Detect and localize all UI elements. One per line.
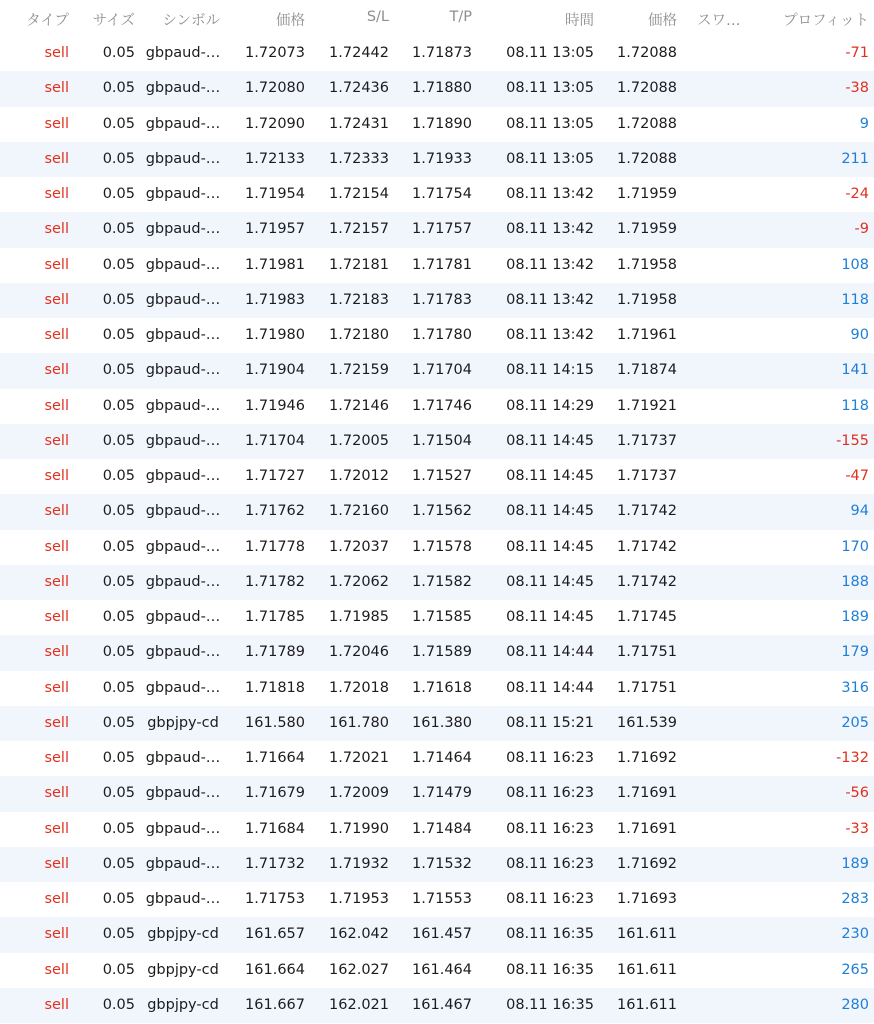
take-profit-cell: 1.71704 [412,362,472,379]
symbol-cell: gbpaud-… [145,327,221,343]
time-cell: 08.11 14:45 [506,468,594,484]
time-cell: 08.11 14:44 [506,679,594,696]
symbol-cell: gbpaud-… [145,820,221,837]
size-cell: 0.05 [102,362,135,379]
profit-cell: 283 [841,891,869,907]
time-cell: 08.11 16:23 [506,891,594,907]
current-price-cell: 1.72088 [617,80,677,97]
table-row[interactable] [0,847,874,882]
current-price-cell: 1.71751 [617,679,677,696]
symbol-cell: gbpaud-… [145,609,221,625]
time-cell: 08.11 13:05 [506,45,594,61]
open-price-cell: 1.71679 [245,785,305,802]
take-profit-cell: 1.71532 [412,855,472,872]
time-cell: 08.11 14:29 [506,397,594,414]
table-row[interactable] [0,671,874,706]
current-price-cell: 161.611 [617,926,677,943]
table-row[interactable] [0,741,874,776]
size-cell: 0.05 [102,538,135,555]
table-row[interactable] [0,706,874,741]
current-price-cell: 1.71959 [617,186,677,202]
open-price-cell: 1.71732 [245,855,305,872]
current-price-cell: 1.71692 [617,750,677,766]
time-cell: 08.11 16:35 [506,926,594,943]
profit-cell: 205 [841,714,869,731]
table-row[interactable] [0,494,874,529]
open-price-cell: 1.71980 [245,327,305,343]
profit-cell: 265 [841,961,869,978]
type-cell: sell [44,961,69,978]
type-cell: sell [44,855,69,872]
type-cell: sell [44,679,69,696]
symbol-cell: gbpaud-… [145,362,221,379]
table-row[interactable] [0,459,874,494]
size-cell: 0.05 [102,961,135,978]
time-cell: 08.11 14:15 [506,362,594,379]
open-price-cell: 161.664 [245,961,305,978]
table-row[interactable] [0,36,874,71]
stop-loss-cell: 1.72183 [329,291,389,308]
profit-cell: -71 [845,45,869,61]
type-cell: sell [44,45,69,61]
stop-loss-cell: 1.72431 [329,115,389,132]
type-cell: sell [44,891,69,907]
profit-cell: 179 [841,644,869,661]
profit-cell: 9 [859,115,869,132]
take-profit-cell: 1.71933 [412,150,472,167]
time-cell: 08.11 13:42 [506,291,594,308]
symbol-cell: gbpaud-… [145,679,221,696]
type-cell: sell [44,115,69,132]
take-profit-cell: 1.71585 [412,609,472,625]
time-cell: 08.11 16:23 [506,785,594,802]
size-cell: 0.05 [102,609,135,625]
take-profit-cell: 1.71783 [412,291,472,308]
stop-loss-cell: 1.71990 [329,820,389,837]
type-cell: sell [44,256,69,273]
open-price-cell: 1.71981 [245,256,305,273]
stop-loss-cell: 162.042 [329,926,389,943]
open-price-cell: 1.71785 [245,609,305,625]
current-price-cell: 1.71737 [617,468,677,484]
type-cell: sell [44,996,69,1013]
profit-cell: 90 [850,327,869,343]
size-cell: 0.05 [102,644,135,661]
profit-cell: 141 [841,362,869,379]
size-cell: 0.05 [102,750,135,766]
size-cell: 0.05 [102,432,135,449]
time-cell: 08.11 13:42 [506,327,594,343]
current-price-cell: 1.71874 [617,362,677,379]
type-cell: sell [44,573,69,590]
profit-cell: 189 [841,609,869,625]
stop-loss-cell: 162.027 [329,961,389,978]
size-cell: 0.05 [102,820,135,837]
time-cell: 08.11 14:45 [506,538,594,555]
type-cell: sell [44,327,69,343]
open-price-cell: 1.71782 [245,573,305,590]
profit-cell: 170 [841,538,869,555]
time-cell: 08.11 16:23 [506,820,594,837]
current-price-cell: 1.71921 [617,397,677,414]
open-price-cell: 1.72133 [245,150,305,167]
size-cell: 0.05 [102,926,135,943]
symbol-cell: gbpaud-… [145,785,221,802]
open-price-cell: 1.71684 [245,820,305,837]
profit-cell: 108 [841,256,869,273]
profit-cell: 280 [841,996,869,1013]
take-profit-cell: 1.71589 [412,644,472,661]
symbol-cell: gbpaud-… [145,397,221,414]
time-cell: 08.11 14:44 [506,644,594,661]
profit-cell: -47 [845,468,869,484]
open-price-cell: 161.657 [245,926,305,943]
size-cell: 0.05 [102,714,135,731]
open-price-cell: 1.71957 [245,221,305,238]
table-row[interactable] [0,565,874,600]
current-price-cell: 1.71691 [617,785,677,802]
table-row[interactable] [0,318,874,353]
size-cell: 0.05 [102,45,135,61]
symbol-cell: gbpaud-… [145,573,221,590]
type-cell: sell [44,609,69,625]
stop-loss-cell: 161.780 [329,714,389,731]
type-cell: sell [44,186,69,202]
stop-loss-cell: 1.72037 [329,538,389,555]
type-cell: sell [44,80,69,97]
table-row[interactable] [0,882,874,917]
symbol-cell: gbpaud-… [145,855,221,872]
symbol-cell: gbpjpy-cd [147,961,219,978]
current-price-cell: 1.71693 [617,891,677,907]
current-price-cell: 1.71742 [617,573,677,590]
symbol-cell: gbpaud-… [145,186,221,202]
header-time[interactable]: 時間 [565,13,594,29]
symbol-cell: gbpaud-… [145,221,221,238]
stop-loss-cell: 162.021 [329,996,389,1013]
symbol-cell: gbpaud-… [145,468,221,484]
open-price-cell: 1.71727 [245,468,305,484]
size-cell: 0.05 [102,397,135,414]
open-price-cell: 1.71818 [245,679,305,696]
profit-cell: -33 [845,820,869,837]
header-current-price[interactable]: 価格 [648,13,677,29]
symbol-cell: gbpjpy-cd [147,714,219,731]
profit-cell: 316 [841,679,869,696]
table-row[interactable] [0,212,874,247]
type-cell: sell [44,221,69,238]
stop-loss-cell: 1.72157 [329,221,389,238]
time-cell: 08.11 16:23 [506,855,594,872]
time-cell: 08.11 14:45 [506,573,594,590]
stop-loss-cell: 1.71932 [329,855,389,872]
open-price-cell: 1.71778 [245,538,305,555]
size-cell: 0.05 [102,679,135,696]
table-row[interactable] [0,142,874,177]
time-cell: 08.11 13:42 [506,221,594,238]
profit-cell: 118 [841,291,869,308]
stop-loss-cell: 1.72046 [329,644,389,661]
current-price-cell: 1.71751 [617,644,677,661]
current-price-cell: 1.71742 [617,538,677,555]
stop-loss-cell: 1.72181 [329,256,389,273]
size-cell: 0.05 [102,256,135,273]
symbol-cell: gbpaud-… [145,503,221,520]
table-row[interactable] [0,988,874,1023]
table-row[interactable] [0,389,874,424]
size-cell: 0.05 [102,573,135,590]
header-profit[interactable]: プロフィット [783,13,869,29]
time-cell: 08.11 16:23 [506,750,594,766]
take-profit-cell: 1.71746 [412,397,472,414]
time-cell: 08.11 16:35 [506,961,594,978]
stop-loss-cell: 1.72012 [329,468,389,484]
size-cell: 0.05 [102,291,135,308]
open-price-cell: 1.71954 [245,186,305,202]
type-cell: sell [44,538,69,555]
time-cell: 08.11 13:42 [506,186,594,202]
time-cell: 08.11 16:35 [506,996,594,1013]
stop-loss-cell: 1.72021 [329,750,389,766]
type-cell: sell [44,714,69,731]
take-profit-cell: 161.457 [412,926,472,943]
table-row[interactable] [0,177,874,212]
open-price-cell: 1.71983 [245,291,305,308]
table-row[interactable] [0,635,874,670]
open-price-cell: 1.71704 [245,432,305,449]
header-sl[interactable]: S/L [366,9,389,25]
take-profit-cell: 1.71553 [412,891,472,907]
take-profit-cell: 1.71479 [412,785,472,802]
size-cell: 0.05 [102,115,135,132]
size-cell: 0.05 [102,221,135,238]
profit-cell: 94 [850,503,869,520]
take-profit-cell: 1.71757 [412,221,472,238]
type-cell: sell [44,644,69,661]
open-price-cell: 1.72073 [245,45,305,61]
open-price-cell: 1.71762 [245,503,305,520]
take-profit-cell: 1.71781 [412,256,472,273]
stop-loss-cell: 1.72442 [329,45,389,61]
symbol-cell: gbpaud-… [145,891,221,907]
current-price-cell: 1.71742 [617,503,677,520]
header-symbol[interactable]: シンボル [162,13,220,29]
take-profit-cell: 1.71464 [412,750,472,766]
time-cell: 08.11 14:45 [506,432,594,449]
take-profit-cell: 1.71578 [412,538,472,555]
size-cell: 0.05 [102,80,135,97]
stop-loss-cell: 1.72062 [329,573,389,590]
open-price-cell: 1.72080 [245,80,305,97]
open-price-cell: 1.71664 [245,750,305,766]
current-price-cell: 161.611 [617,961,677,978]
size-cell: 0.05 [102,327,135,343]
time-cell: 08.11 13:05 [506,115,594,132]
take-profit-cell: 1.71780 [412,327,472,343]
table-row[interactable] [0,917,874,952]
symbol-cell: gbpaud-… [145,150,221,167]
open-price-cell: 1.71946 [245,397,305,414]
positions-table [0,36,874,1023]
profit-cell: -56 [845,785,869,802]
take-profit-cell: 1.71618 [412,679,472,696]
take-profit-cell: 1.71527 [412,468,472,484]
type-cell: sell [44,785,69,802]
size-cell: 0.05 [102,785,135,802]
size-cell: 0.05 [102,186,135,202]
size-cell: 0.05 [102,996,135,1013]
current-price-cell: 1.71958 [617,256,677,273]
type-cell: sell [44,362,69,379]
current-price-cell: 1.71737 [617,432,677,449]
type-cell: sell [44,150,69,167]
symbol-cell: gbpjpy-cd [147,996,219,1013]
symbol-cell: gbpaud-… [145,432,221,449]
table-row[interactable] [0,812,874,847]
header-type[interactable]: タイプ [26,13,69,29]
take-profit-cell: 1.71754 [412,186,472,202]
stop-loss-cell: 1.72154 [329,186,389,202]
type-cell: sell [44,820,69,837]
table-row[interactable] [0,776,874,811]
time-cell: 08.11 14:45 [506,503,594,520]
profit-cell: 211 [841,150,869,167]
stop-loss-cell: 1.72160 [329,503,389,520]
stop-loss-cell: 1.72009 [329,785,389,802]
open-price-cell: 161.667 [245,996,305,1013]
current-price-cell: 1.71961 [617,327,677,343]
take-profit-cell: 1.71890 [412,115,472,132]
take-profit-cell: 161.380 [412,714,472,731]
symbol-cell: gbpaud-… [145,644,221,661]
stop-loss-cell: 1.71953 [329,891,389,907]
header-price[interactable]: 価格 [276,13,305,29]
time-cell: 08.11 13:05 [506,150,594,167]
open-price-cell: 1.71904 [245,362,305,379]
symbol-cell: gbpaud-… [145,45,221,61]
current-price-cell: 161.611 [617,996,677,1013]
header-size[interactable]: サイズ [92,13,135,29]
profit-cell: 118 [841,397,869,414]
symbol-cell: gbpaud-… [145,80,221,97]
table-row[interactable] [0,424,874,459]
size-cell: 0.05 [102,503,135,520]
type-cell: sell [44,291,69,308]
symbol-cell: gbpaud-… [145,538,221,555]
profit-cell: 189 [841,855,869,872]
table-header [0,0,874,36]
type-cell: sell [44,926,69,943]
take-profit-cell: 1.71873 [412,45,472,61]
size-cell: 0.05 [102,891,135,907]
table-row[interactable] [0,953,874,988]
stop-loss-cell: 1.72436 [329,80,389,97]
profit-cell: -24 [845,186,869,202]
header-swap[interactable]: スワ… [697,13,741,29]
profit-cell: -132 [836,750,869,766]
profit-cell: -9 [854,221,869,238]
current-price-cell: 1.71745 [617,609,677,625]
type-cell: sell [44,468,69,484]
table-row[interactable] [0,107,874,142]
current-price-cell: 161.539 [617,714,677,731]
take-profit-cell: 1.71504 [412,432,472,449]
symbol-cell: gbpjpy-cd [147,926,219,943]
open-price-cell: 1.72090 [245,115,305,132]
type-cell: sell [44,397,69,414]
type-cell: sell [44,503,69,520]
time-cell: 08.11 13:05 [506,80,594,97]
current-price-cell: 1.71958 [617,291,677,308]
open-price-cell: 161.580 [245,714,305,731]
size-cell: 0.05 [102,855,135,872]
type-cell: sell [44,750,69,766]
take-profit-cell: 161.467 [412,996,472,1013]
profit-cell: 230 [841,926,869,943]
take-profit-cell: 1.71582 [412,573,472,590]
take-profit-cell: 1.71484 [412,820,472,837]
take-profit-cell: 1.71880 [412,80,472,97]
time-cell: 08.11 15:21 [506,714,594,731]
open-price-cell: 1.71753 [245,891,305,907]
size-cell: 0.05 [102,468,135,484]
stop-loss-cell: 1.72018 [329,679,389,696]
current-price-cell: 1.72088 [617,150,677,167]
table-row[interactable] [0,353,874,388]
stop-loss-cell: 1.72005 [329,432,389,449]
symbol-cell: gbpaud-… [145,115,221,132]
take-profit-cell: 1.71562 [412,503,472,520]
stop-loss-cell: 1.71985 [329,609,389,625]
table-row[interactable] [0,600,874,635]
stop-loss-cell: 1.72180 [329,327,389,343]
current-price-cell: 1.71691 [617,820,677,837]
stop-loss-cell: 1.72159 [329,362,389,379]
profit-cell: -155 [836,432,869,449]
profit-cell: 188 [841,573,869,590]
table-row[interactable] [0,530,874,565]
current-price-cell: 1.72088 [617,45,677,61]
header-tp[interactable]: T/P [449,9,472,25]
symbol-cell: gbpaud-… [145,291,221,308]
profit-cell: -38 [845,80,869,97]
table-row[interactable] [0,248,874,283]
table-row[interactable] [0,71,874,106]
size-cell: 0.05 [102,150,135,167]
type-cell: sell [44,432,69,449]
current-price-cell: 1.71692 [617,855,677,872]
take-profit-cell: 161.464 [412,961,472,978]
open-price-cell: 1.71789 [245,644,305,661]
stop-loss-cell: 1.72146 [329,397,389,414]
current-price-cell: 1.71959 [617,221,677,238]
stop-loss-cell: 1.72333 [329,150,389,167]
table-row[interactable] [0,283,874,318]
time-cell: 08.11 13:42 [506,256,594,273]
time-cell: 08.11 14:45 [506,609,594,625]
current-price-cell: 1.72088 [617,115,677,132]
symbol-cell: gbpaud-… [145,256,221,273]
symbol-cell: gbpaud-… [145,750,221,766]
